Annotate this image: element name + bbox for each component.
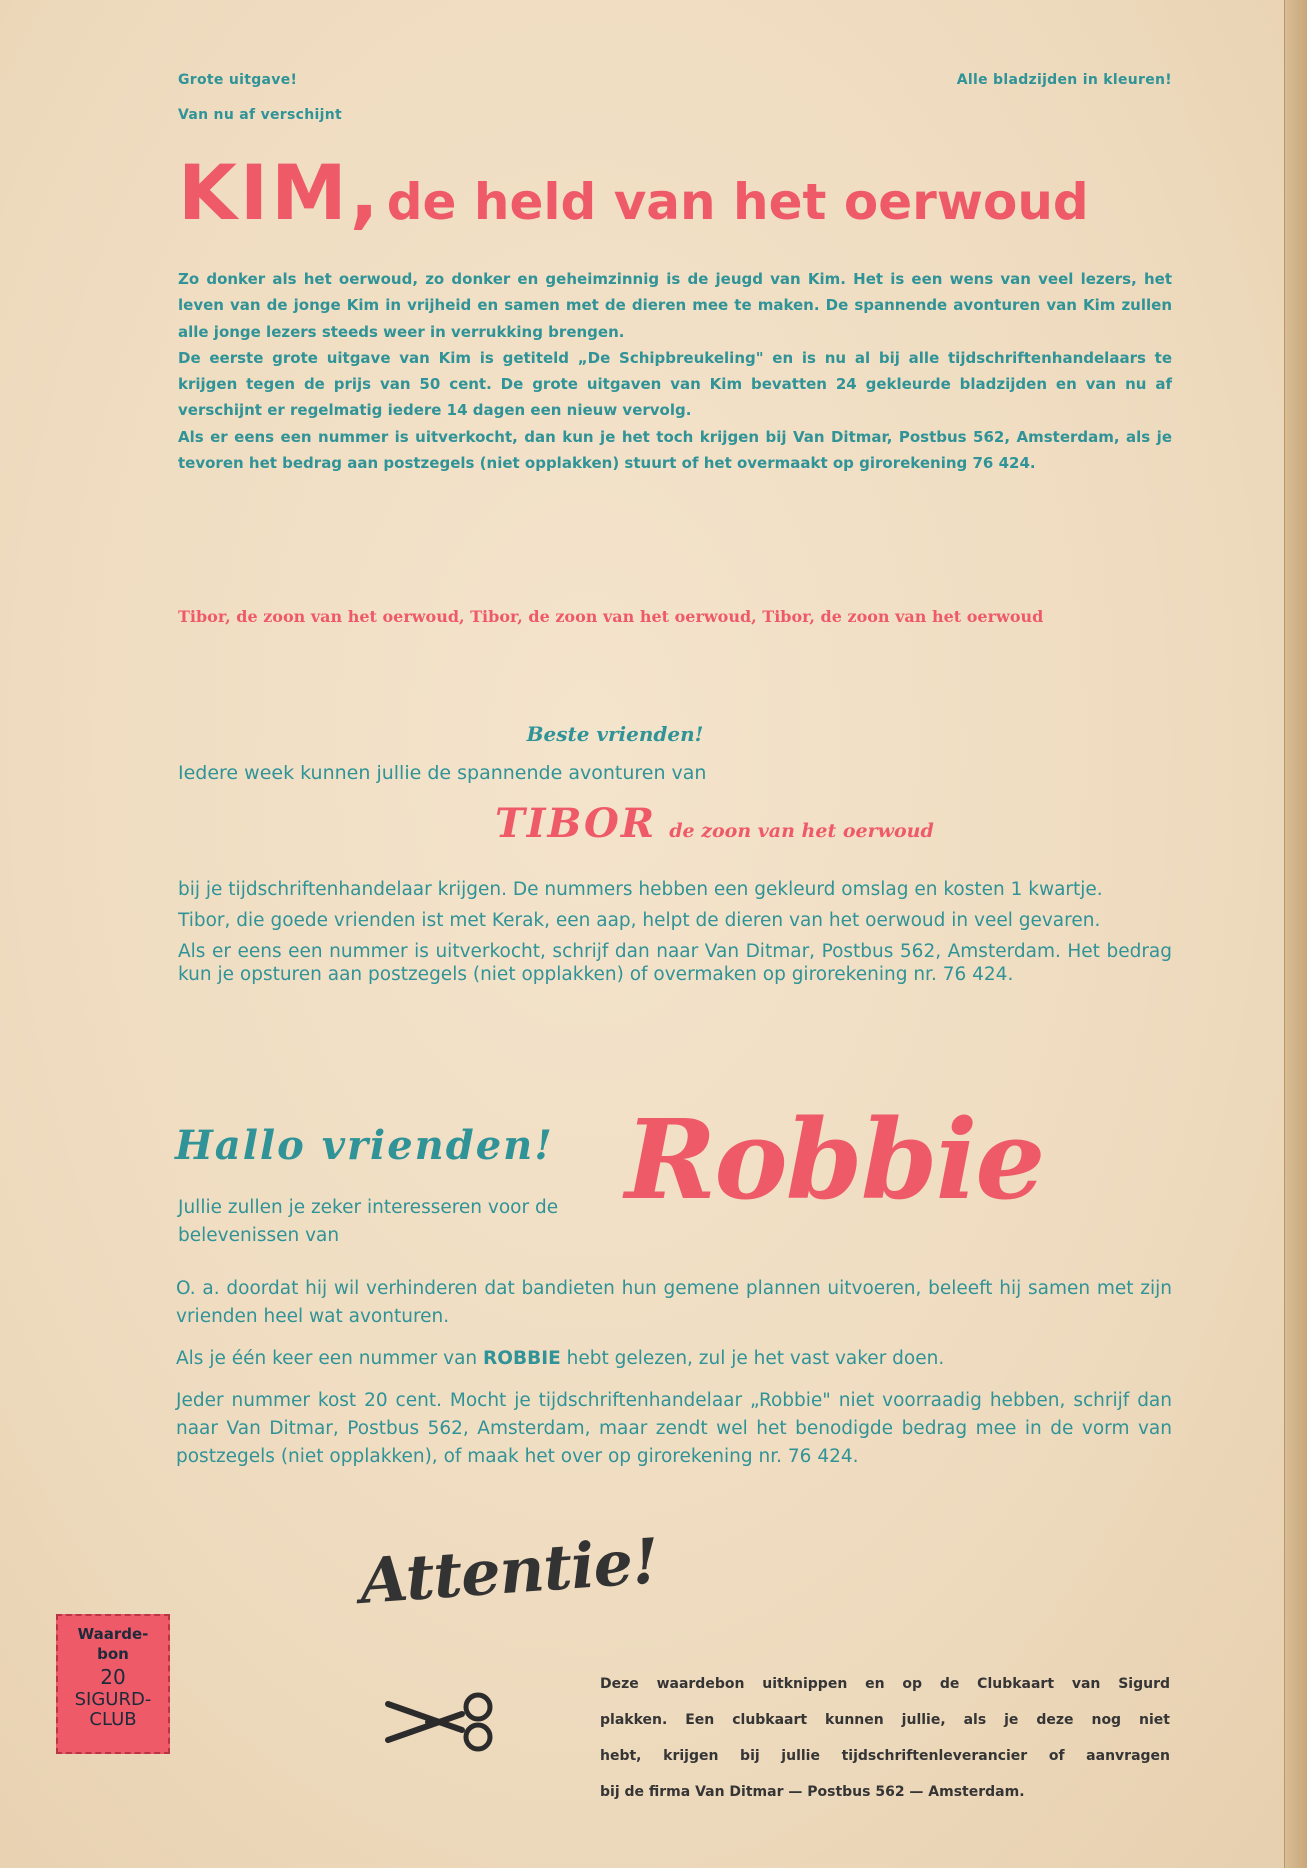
tibor-band: Tibor, de zoon van het oerwoud, Tibor, de zoon van het oerwoud, Tibor, de zoon van het oerwoud [178,607,1044,626]
coupon-line: bon [97,1645,129,1663]
kim-title-kim: KIM, [178,148,382,237]
tibor-paragraph: Tibor, die goede vrienden ist met Kerak, een aap, helpt de dieren van het oerwoud in veel gevaren. [178,910,1101,931]
tibor-intro: Iedere week kunnen jullie de spannende avonturen van [178,762,707,784]
kim-body [178,266,1172,476]
robbie-paragraph [176,1345,1172,1373]
kim-paragraph: De eerste grote uitgave van Kim is getiteld „De Schipbreukeling" en is nu al bij alle tijdschriftenhandelaars te krijgen tegen de prijs van 50 cent. De grote uitgaven van Kim bevatten 24 gekleurde bladzijden en van nu af verschijnt er regelmatig iedere 14 dagen een nieuw vervolg. [178,348,1172,420]
robbie-intro: Jullie zullen je zeker interesseren voor de belevenissen van [178,1197,559,1246]
robbie-title: Robbie [625,1095,1044,1224]
scissors-icon [384,1690,502,1754]
attentie-title: Attentie! [357,1524,661,1618]
robbie-greeting: Hallo vrienden! [175,1122,554,1169]
tibor-paragraph: bij je tijdschriftenhandelaar krijgen. De nummers hebben een gekleurd omslag en kosten 1 kwartje. [178,879,1103,900]
sigurd-coupon[interactable] [56,1614,170,1754]
robbie-body [176,1275,1172,1485]
club-instructions [600,1666,1170,1810]
robbie-paragraph: O. a. doordat hij wil verhinderen dat bandieten hun gemene plannen uitvoeren, beleeft hij samen met zijn vrienden heel wat avonturen. [176,1278,1172,1327]
page-edge [1284,0,1307,1868]
tibor-paragraph: Als er eens een nummer is uitverkocht, schrijf dan naar Van Ditmar, Postbus 562, Amsterdam. Het bedrag kun je opsturen aan postzegels (niet opplakken) of overmaken op girorekening nr. 76 424. [178,941,1172,985]
robbie-para2-pre: Als je één keer een nummer van [176,1348,484,1369]
tibor-body [178,878,1172,994]
tibor-greeting: Beste vrienden! [526,722,704,746]
kim-paragraph: Als er eens een nummer is uitverkocht, dan kun je het toch krijgen bij Van Ditmar, Postbus 562, Amsterdam, als je tevoren het bedrag aan postzegels (niet opplakken) stuurt of het overmaakt op girorekening 76 424. [178,427,1172,473]
club-line: bij de firma Van Ditmar — Postbus 562 — Amsterdam. [600,1784,1025,1800]
club-line: Deze waardebon uitknippen en op de Clubkaart van Sigurd [600,1676,1170,1692]
kim-paragraph: Zo donker als het oerwoud, zo donker en geheimzinnig is de jeugd van Kim. Het is een wens van veel lezers, het leven van de jonge Kim in vrijheid en samen met de dieren mee te maken. De spannende avonturen van Kim zullen alle jonge lezers steeds weer in verrukking brengen. [178,270,1172,341]
header-right-line: Alle bladzijden in kleuren! [956,72,1172,88]
tibor-title-big: TIBOR [495,800,657,847]
header-left-line1: Grote uitgave! [178,72,298,88]
robbie-para2-bold: ROBBIE [483,1348,561,1369]
tibor-title-small: de zoon van het oerwoud [669,820,934,842]
coupon-line: Waarde- [77,1625,149,1643]
coupon-value: 20 [100,1665,126,1689]
kim-title-rest: de held van het oerwoud [386,173,1089,231]
tibor-title [495,800,934,847]
club-line: hebt, krijgen bij jullie tijdschriftenleverancier of aanvragen [600,1748,1170,1764]
robbie-paragraph: Jeder nummer kost 20 cent. Mocht je tijdschriftenhandelaar „Robbie" niet voorraadig hebben, schrijf dan naar Van Ditmar, Postbus 562, Amsterdam, maar zendt wel het benodigde bedrag mee in de vorm van postzegels (niet opplakken), of maak het over op girorekening nr. 76 424. [176,1390,1172,1467]
robbie-para2-post: hebt gelezen, zul je het vast vaker doen. [560,1348,945,1369]
kim-headline [178,148,1089,237]
coupon-line: SIGURD- [74,1689,152,1710]
club-line: plakken. Een clubkaart kunnen jullie, als je deze nog niet [600,1712,1170,1728]
header-left-line2: Van nu af verschijnt [178,107,342,123]
coupon-line: CLUB [89,1709,137,1730]
